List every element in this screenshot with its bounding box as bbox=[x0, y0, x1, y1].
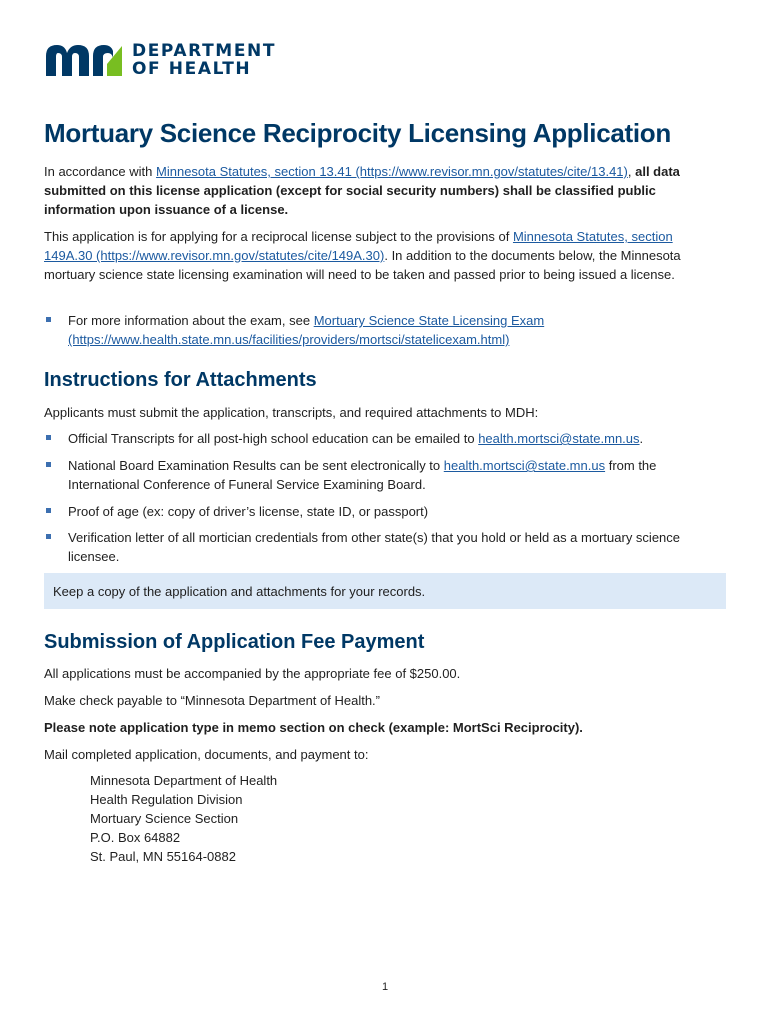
intro-p1-comma: , bbox=[627, 164, 636, 179]
transcripts-end: . bbox=[639, 431, 644, 446]
proof-of-age-text: Proof of age (ex: copy of driver’s license, state ID, or passport) bbox=[68, 504, 429, 519]
payable-paragraph: Make check payable to “Minnesota Department of Health.” bbox=[44, 693, 381, 708]
board-results-end: from the International Conference of Funeral Service Examining Board. bbox=[68, 458, 657, 492]
bullet-square-icon bbox=[46, 508, 51, 513]
list-item bbox=[44, 456, 724, 494]
page-title: Mortuary Science Reciprocity Licensing Application bbox=[44, 118, 671, 148]
callout-text: Keep a copy of the application and attachments for your records. bbox=[53, 584, 426, 599]
address-line: P.O. Box 64882 bbox=[90, 830, 181, 845]
list-item bbox=[44, 502, 724, 521]
list-item bbox=[44, 311, 724, 349]
bullet-square-icon bbox=[46, 317, 51, 322]
statute-13-41-link[interactable]: Minnesota Statutes, section 13.41 (https://www.revisor.mn.gov/statutes/cite/13.41) bbox=[156, 164, 628, 179]
attachments-heading: Instructions for Attachments bbox=[44, 369, 317, 391]
list-item bbox=[44, 528, 724, 566]
logo-wordmark bbox=[132, 42, 276, 78]
memo-note: Please note application type in memo section on check (example: MortSci Reciprocity). bbox=[44, 720, 583, 735]
email-link-board-results[interactable]: health.mortsci@state.mn.us bbox=[443, 458, 606, 473]
address-line: St. Paul, MN 55164-0882 bbox=[90, 849, 236, 864]
address-line: Minnesota Department of Health bbox=[90, 773, 278, 788]
statute-149a-30-link[interactable]: Minnesota Statutes, section 149A.30 (https://www.revisor.mn.gov/statutes/cite/149A.30) bbox=[44, 229, 673, 263]
transcripts-text: Official Transcripts for all post-high school education can be emailed to bbox=[68, 431, 479, 446]
intro-paragraph-2 bbox=[44, 227, 724, 284]
mail-instructions: Mail completed application, documents, and payment to: bbox=[44, 747, 369, 762]
intro-p2-prefix: This application is for applying for a reciprocal license subject to the provisions of bbox=[44, 229, 513, 244]
intro-p2-suffix: . In addition to the documents below, the Minnesota mortuary science state licensing examination will need to be taken and passed prior to being issued a license. bbox=[44, 248, 681, 282]
intro-paragraph-1 bbox=[44, 162, 724, 219]
board-results-text: National Board Examination Results can be sent electronically to bbox=[68, 458, 444, 473]
payment-heading: Submission of Application Fee Payment bbox=[44, 631, 425, 653]
bullet-square-icon bbox=[46, 435, 51, 440]
mdh-logo bbox=[44, 42, 276, 78]
verification-letter-text: Verification letter of all mortician credentials from other state(s) that you hold or held as a mortuary science licensee. bbox=[68, 530, 681, 564]
intro-p1-prefix: In accordance with bbox=[44, 164, 157, 179]
mn-logo-icon bbox=[44, 42, 124, 78]
mailing-address bbox=[90, 771, 277, 866]
logo-line-1: DEPARTMENT bbox=[132, 41, 277, 61]
email-link-transcripts[interactable]: health.mortsci@state.mn.us bbox=[478, 431, 640, 446]
page-number: 1 bbox=[381, 981, 389, 993]
logo-line-2: OF HEALTH bbox=[132, 59, 252, 79]
address-line: Health Regulation Division bbox=[90, 792, 243, 807]
bullet-square-icon bbox=[46, 462, 51, 467]
address-line: Mortuary Science Section bbox=[90, 811, 239, 826]
exam-bullet-prefix: For more information about the exam, see bbox=[68, 313, 314, 328]
bullet-square-icon bbox=[46, 534, 51, 539]
fee-paragraph: All applications must be accompanied by the appropriate fee of $250.00. bbox=[44, 666, 461, 681]
intro-p1-bold: all data submitted on this license application (except for social security numbers) shall be classified public information upon issuance of a license. bbox=[44, 164, 680, 217]
attachments-lead: Applicants must submit the application, transcripts, and required attachments to MDH: bbox=[44, 405, 539, 420]
list-item bbox=[44, 429, 724, 448]
state-licensing-exam-link[interactable]: Mortuary Science State Licensing Exam (https://www.health.state.mn.us/facilities/providers/mortsci/statelicexam.html) bbox=[68, 313, 545, 347]
records-callout bbox=[44, 573, 726, 609]
